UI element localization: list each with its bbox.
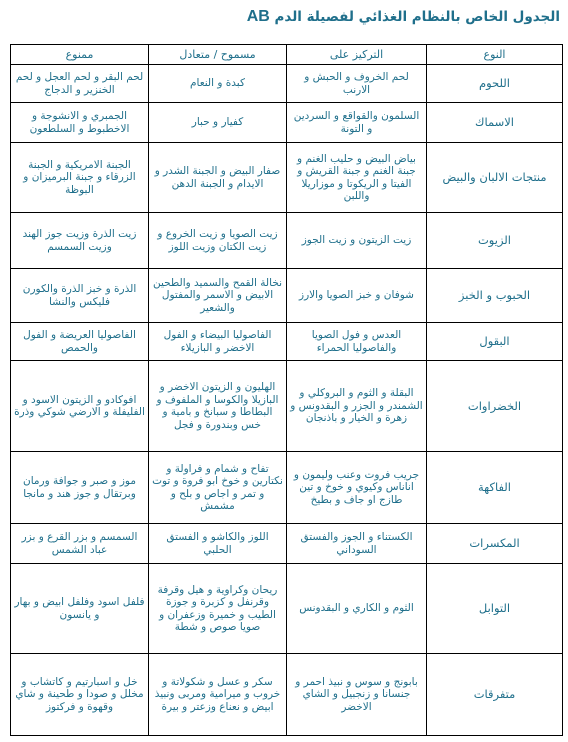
row-moderate: الفاصوليا البيضاء و الفول الاخضر و البازيلاء xyxy=(149,323,287,361)
row-avoid: موز و صبر و جوافة ورمان وبرتقال و جوز هند و مانجا xyxy=(11,452,149,524)
table-header-row xyxy=(11,45,563,65)
row-focus: بياض البيض و حليب الغنم و جبنة الغنم و جبنة القريش و الفيتا و الريكوتا و موزاريلا واللبن xyxy=(287,143,427,213)
row-avoid: افوكادو و الزيتون الاسود و الفليفلة و الارضي شوكي وذرة xyxy=(11,361,149,452)
row-moderate: كفيار و حبار xyxy=(149,103,287,143)
row-moderate: نخالة القمح والسميد والطحين الابيض و الاسمر والمفتول والشعير xyxy=(149,269,287,323)
table-row xyxy=(11,452,563,524)
row-moderate: زيت الصويا و زيت الخروع و زيت الكتان وزيت اللوز xyxy=(149,213,287,269)
row-avoid: لحم البقر و لحم العجل و لحم الخنزير و الدجاج xyxy=(11,65,149,103)
row-moderate: الهليون و الزيتون الاخضر و البازيلا والكوسا و الملفوف و البطاطا و سبانخ و بامية و خس وبندورة و فجل xyxy=(149,361,287,452)
row-type: متفرقات xyxy=(427,654,563,736)
row-focus: السلمون والقواقع و السردين و التونة xyxy=(287,103,427,143)
row-type: الاسماك xyxy=(427,103,563,143)
row-type: الخضراوات xyxy=(427,361,563,452)
row-focus: لحم الخروف و الحبش و الارنب xyxy=(287,65,427,103)
row-avoid: فلفل اسود وفلفل ابيض و بهار و يانسون xyxy=(11,564,149,654)
row-avoid: الجبنة الامريكية و الجبنة الزرقاء و جبنة البرميزان و البوظة xyxy=(11,143,149,213)
row-type: الزيوت xyxy=(427,213,563,269)
header-type: النوع xyxy=(427,45,563,65)
header-focus: التركيز على xyxy=(287,45,427,65)
row-focus: الكستناء و الجوز والفستق السوداني xyxy=(287,524,427,564)
row-focus: جريب فروت وعنب وليمون و اناناس وكيوي و خوخ و تين طازج او جاف و بطيخ xyxy=(287,452,427,524)
row-avoid: خل و اسبارتيم و كاتشاب و مخلل و صودا و طحينة و شاي وقهوة و فركتوز xyxy=(11,654,149,736)
table-row xyxy=(11,654,563,736)
table-row xyxy=(11,103,563,143)
row-avoid: الذرة و خبز الذرة والكورن فليكس والنشا xyxy=(11,269,149,323)
table-row xyxy=(11,524,563,564)
table-row xyxy=(11,213,563,269)
row-type: التوابل xyxy=(427,564,563,654)
row-focus: الثوم و الكاري و البقدونس xyxy=(287,564,427,654)
row-moderate: اللوز والكاشو و الفستق الحلبي xyxy=(149,524,287,564)
row-moderate: صفار البيض و الجبنة الشدر و الايدام و الجبنة الدهن xyxy=(149,143,287,213)
row-focus: بابونج و سوس و نبيذ احمر و جنسانا و زنجبيل و الشاي الاخضر xyxy=(287,654,427,736)
row-avoid: السمسم و بزر القرع و بزر عباد الشمس xyxy=(11,524,149,564)
table-row xyxy=(11,65,563,103)
row-type: اللحوم xyxy=(427,65,563,103)
row-type: منتجات الالبان والبيض xyxy=(427,143,563,213)
row-moderate: سكر و عسل و شكولاتة و خروب و ميرامية ومربى ونبيذ ابيض و نعناع وزعتر و بيرة xyxy=(149,654,287,736)
row-moderate: كبدة و النعام xyxy=(149,65,287,103)
row-moderate: تفاح و شمام و فراولة و نكتارين و خوخ ابو فروة و توت و تمر و اجاص و بلح و مشمش xyxy=(149,452,287,524)
page-title-text: الجدول الخاص بالنظام الغذائي لفصيلة الدم xyxy=(274,9,560,25)
table-row xyxy=(11,269,563,323)
row-avoid: زيت الذرة وزيت جوز الهند وزيت السمسم xyxy=(11,213,149,269)
row-avoid: الفاصوليا العريضة و الفول والحمص xyxy=(11,323,149,361)
row-avoid: الجمبري و الانشوجة و الاخطبوط و السلطعون xyxy=(11,103,149,143)
row-type: البقول xyxy=(427,323,563,361)
row-focus: العدس و فول الصويا والفاصوليا الحمراء xyxy=(287,323,427,361)
table-row xyxy=(11,361,563,452)
table-row xyxy=(11,564,563,654)
page-title xyxy=(8,6,560,28)
blood-group-label: AB xyxy=(246,8,270,25)
row-focus: شوفان و خبز الصويا والارز xyxy=(287,269,427,323)
row-moderate: ريحان وكراوية و هيل وقرفة وقرنفل و كزبرة و جوزة الطيب و خميرة وزعفران و صويا صوص و شطة xyxy=(149,564,287,654)
row-type: الحبوب و الخبز xyxy=(427,269,563,323)
header-moderate: مسموح / متعادل xyxy=(149,45,287,65)
row-focus: زيت الزيتون و زيت الجوز xyxy=(287,213,427,269)
row-focus: البقلة و الثوم و البروكلي و الشمندر و الجزر و البقدونس و زهرة و الخيار و باذنجان xyxy=(287,361,427,452)
row-type: الفاكهة xyxy=(427,452,563,524)
diet-table xyxy=(10,44,563,736)
header-avoid: ممنوع xyxy=(11,45,149,65)
row-type: المكسرات xyxy=(427,524,563,564)
table-row xyxy=(11,323,563,361)
table-row xyxy=(11,143,563,213)
